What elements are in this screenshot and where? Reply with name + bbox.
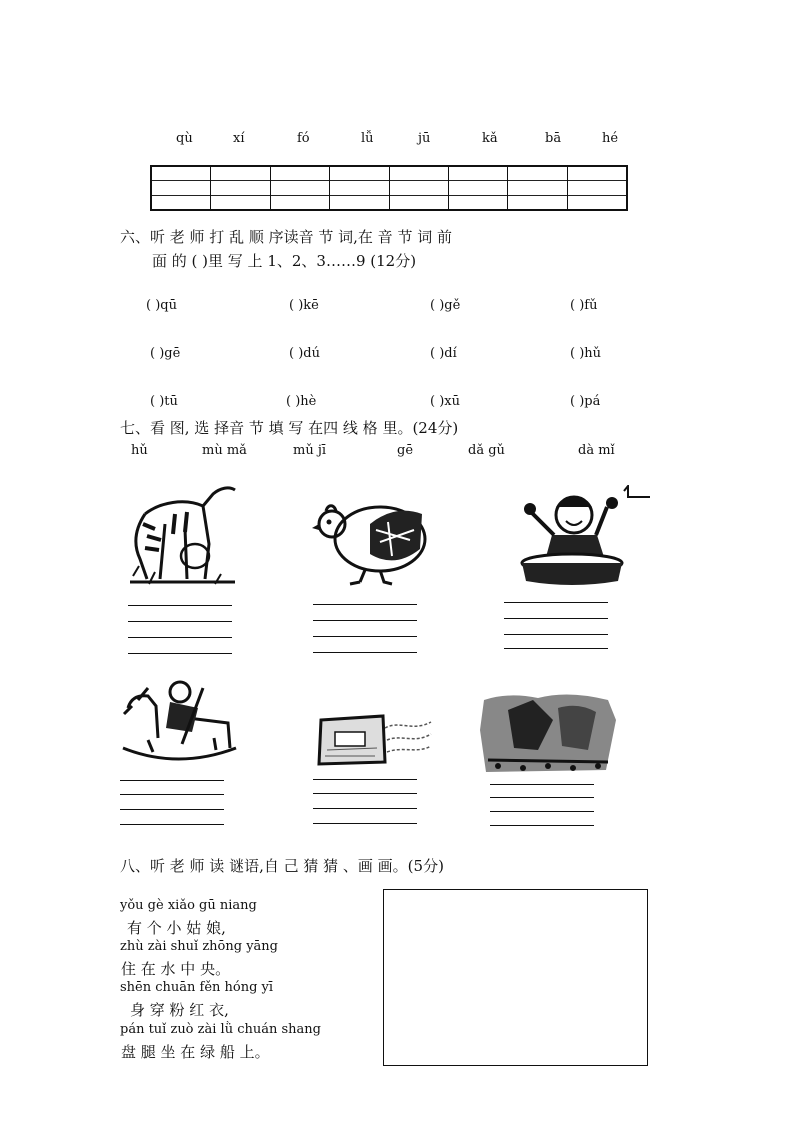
choice-syllable: gē <box>397 443 414 458</box>
tiger-picture <box>125 484 240 589</box>
grid-syllable-8: hé <box>602 131 619 146</box>
four-line-box[interactable] <box>504 602 608 650</box>
rice-sack-picture <box>313 710 433 768</box>
grid-cell[interactable] <box>449 167 508 209</box>
grid-cell[interactable] <box>271 167 330 209</box>
hen-picture <box>310 494 430 586</box>
drawing-answer-box[interactable] <box>383 889 648 1066</box>
grid-cell[interactable] <box>152 167 211 209</box>
drum-boy-picture <box>512 485 652 585</box>
riddle-hanzi: 有 个 小 姑 娘, <box>127 919 226 937</box>
order-item[interactable]: ( )pá <box>570 394 601 409</box>
grid-syllable-4: lǚ <box>361 131 374 146</box>
choice-syllable: dà mǐ <box>578 443 615 458</box>
four-line-box[interactable] <box>128 605 232 653</box>
choice-syllable: mǔ jī <box>293 443 327 458</box>
riddle-pinyin: pán tuǐ zuò zài lǜ chuán shang <box>120 1022 321 1037</box>
order-item[interactable]: ( )hǔ <box>570 346 602 361</box>
four-line-box[interactable] <box>313 779 417 827</box>
grid-cell[interactable] <box>568 167 626 209</box>
song-picture <box>478 690 618 776</box>
riddle-pinyin: zhù zài shuǐ zhōng yāng <box>120 939 278 954</box>
order-item[interactable]: ( )xū <box>430 394 460 409</box>
choice-syllable: mù mǎ <box>202 443 247 458</box>
order-item[interactable]: ( )gě <box>430 298 461 313</box>
riddle-pinyin: yǒu gè xiǎo gū niang <box>120 898 257 913</box>
order-item[interactable]: ( )qū <box>146 298 177 313</box>
grid-cell[interactable] <box>508 167 567 209</box>
riddle-hanzi: 身 穿 粉 红 衣, <box>130 1001 229 1019</box>
section8-title: 八、听 老 师 读 谜语,自 己 猜 猜 、画 画。(5分) <box>120 857 444 875</box>
grid-syllable-5: jū <box>418 131 431 146</box>
order-item[interactable]: ( )kē <box>289 298 319 313</box>
section7-title: 七、看 图, 选 择音 节 填 写 在四 线 格 里。(24分) <box>120 419 459 437</box>
grid-syllable-6: kǎ <box>482 131 498 146</box>
section6-title-cont: 面 的 ( )里 写 上 1、2、3……9 (12分) <box>152 252 417 270</box>
grid-cell[interactable] <box>211 167 270 209</box>
section6-title: 六、听 老 师 打 乱 顺 序读音 节 词,在 音 节 词 前 <box>120 228 452 246</box>
four-line-box[interactable] <box>490 784 594 832</box>
order-item[interactable]: ( )dí <box>430 346 457 361</box>
four-line-box[interactable] <box>313 604 417 652</box>
writing-grid[interactable] <box>150 165 628 211</box>
order-item[interactable]: ( )hè <box>286 394 317 409</box>
grid-cell[interactable] <box>390 167 449 209</box>
grid-syllable-2: xí <box>233 131 245 146</box>
riddle-pinyin: shēn chuān fěn hóng yī <box>120 980 274 995</box>
grid-syllable-7: bā <box>545 131 562 146</box>
grid-syllable-1: qù <box>176 131 193 146</box>
grid-syllable-3: fó <box>297 131 310 146</box>
choice-syllable: hǔ <box>131 443 148 458</box>
order-item[interactable]: ( )tū <box>150 394 178 409</box>
riddle-hanzi: 盘 腿 坐 在 绿 船 上。 <box>121 1043 270 1061</box>
four-line-box[interactable] <box>120 780 224 828</box>
grid-cell[interactable] <box>330 167 389 209</box>
rocking-horse-picture <box>118 678 238 770</box>
choice-syllable: dǎ gǔ <box>468 443 505 458</box>
order-item[interactable]: ( )gē <box>150 346 181 361</box>
order-item[interactable]: ( )dú <box>289 346 320 361</box>
order-item[interactable]: ( )fǔ <box>570 298 598 313</box>
riddle-hanzi: 住 在 水 中 央。 <box>121 960 231 978</box>
